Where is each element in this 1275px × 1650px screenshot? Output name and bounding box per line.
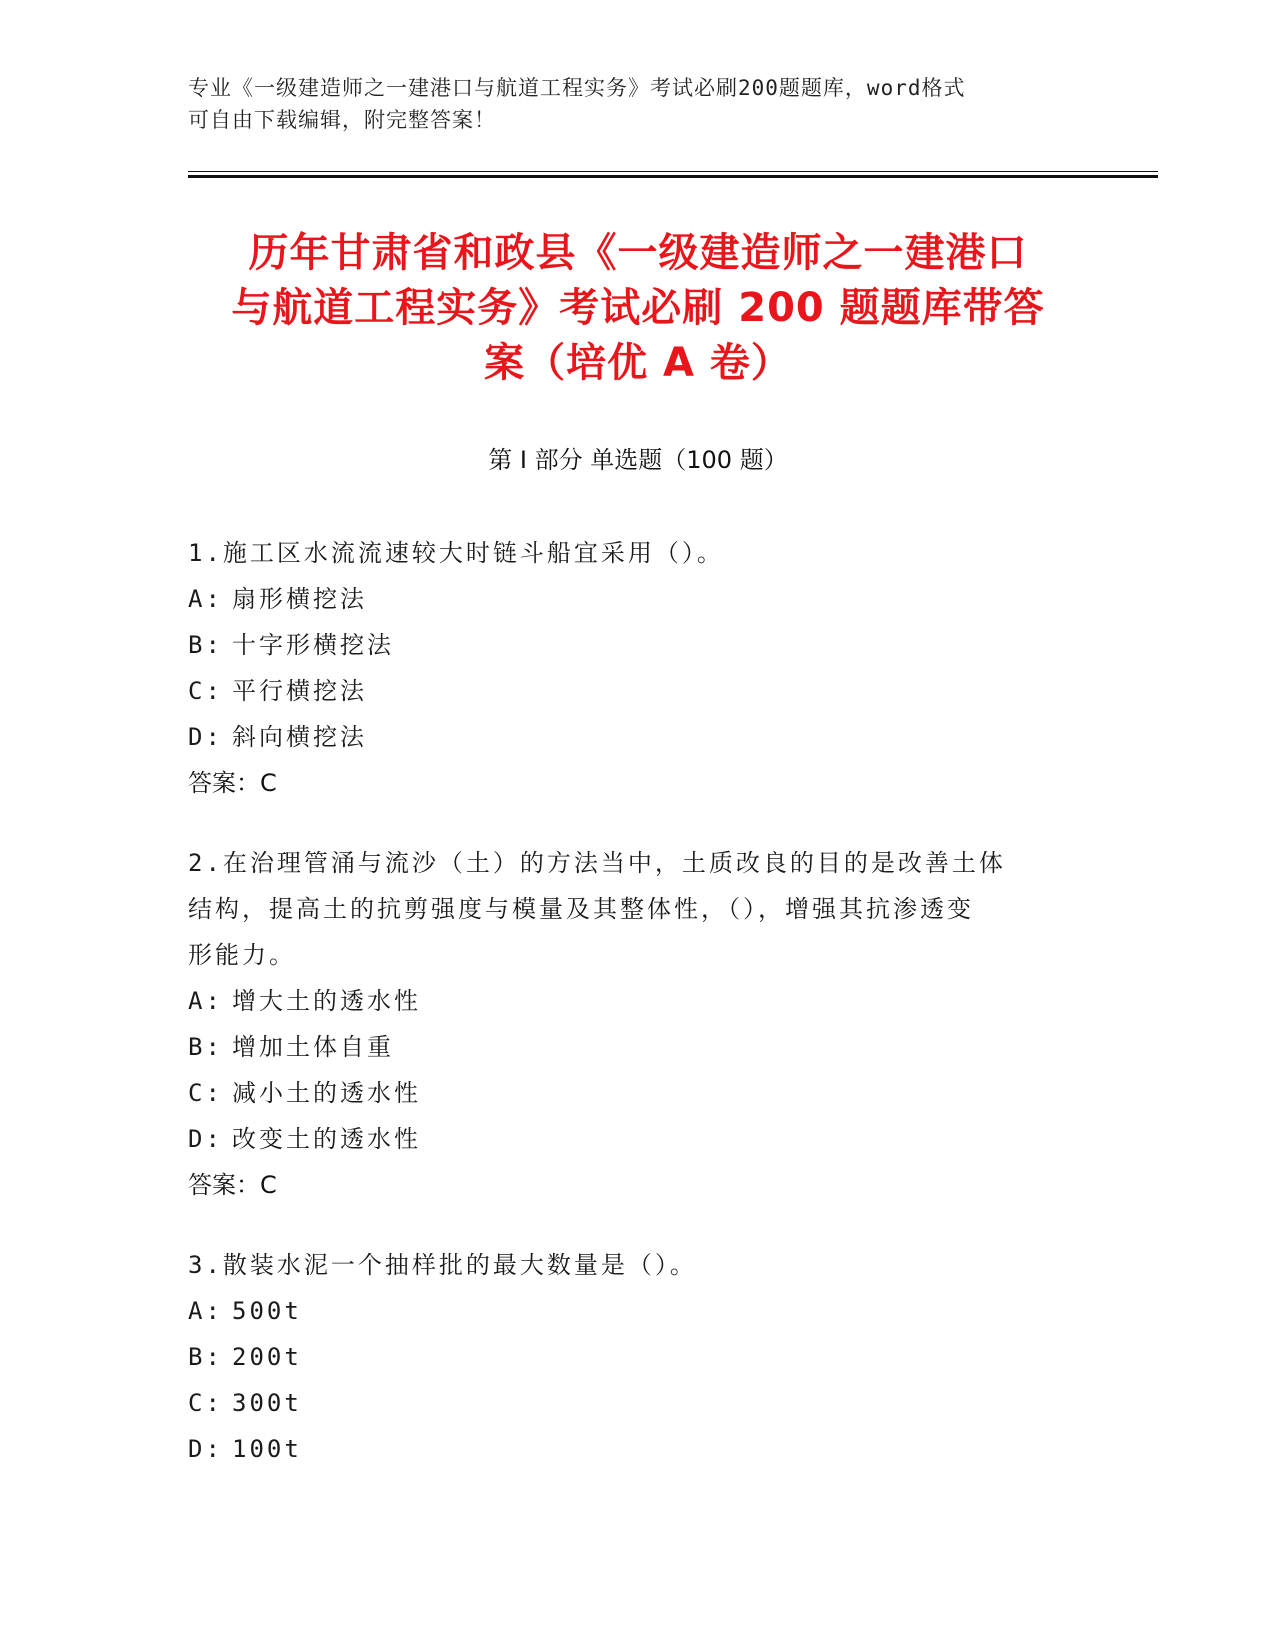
option-text: 增加土体自重 [232,1033,394,1061]
option-b [188,1024,1068,1070]
option-d [188,714,1068,760]
option-c [188,1380,1068,1426]
option-key: B: [188,1343,223,1371]
document-title [188,226,1088,391]
option-a [188,576,1068,622]
option-text: 100t [232,1435,302,1463]
option-a [188,978,1068,1024]
option-text: 改变土的透水性 [232,1125,421,1153]
question-stem-line-3: 形能力。 [188,941,296,969]
option-key: C: [188,677,223,705]
option-key: A: [188,1297,223,1325]
question-2 [188,840,1068,1208]
option-text: 扇形横挖法 [232,585,367,613]
question-stem: 1.施工区水流流速较大时链斗船宜采用（）。 [188,539,724,567]
option-key: C: [188,1389,223,1417]
option-key: B: [188,1033,223,1061]
question-1 [188,530,1068,806]
option-d [188,1116,1068,1162]
document-title-line-2: 与航道工程实务》考试必刷 200 题题库带答 [231,285,1045,331]
question-list [188,530,1068,1506]
option-key: D: [188,723,223,751]
option-b [188,1334,1068,1380]
question-stem-line-1: 2.在治理管涌与流沙（土）的方法当中，土质改良的目的是改善土体 [188,849,1006,877]
answer-label: 答案：C [188,1171,277,1199]
option-key: B: [188,631,223,659]
option-key: A: [188,987,223,1015]
option-text: 200t [232,1343,302,1371]
option-text: 增大土的透水性 [232,987,421,1015]
option-c [188,1070,1068,1116]
option-d [188,1426,1068,1472]
section-title: 第 I 部分 单选题（100 题） [488,446,788,474]
option-text: 十字形横挖法 [232,631,394,659]
option-text: 500t [232,1297,302,1325]
option-text: 减小土的透水性 [232,1079,421,1107]
option-a [188,1288,1068,1334]
option-c [188,668,1068,714]
option-key: C: [188,1079,223,1107]
question-3 [188,1242,1068,1472]
document-title-line-1: 历年甘肃省和政县《一级建造师之一建港口 [248,230,1028,276]
option-text: 300t [232,1389,302,1417]
option-key: D: [188,1125,223,1153]
header-note-line-1: 专业《一级建造师之一建港口与航道工程实务》考试必刷200题题库，word格式 [188,76,966,100]
option-key: A: [188,585,223,613]
option-key: D: [188,1435,223,1463]
header-note [188,72,1068,136]
question-stem: 3.散装水泥一个抽样批的最大数量是（）。 [188,1251,697,1279]
header-rule-thin [188,171,1158,172]
option-text: 斜向横挖法 [232,723,367,751]
option-text: 平行横挖法 [232,677,367,705]
option-b [188,622,1068,668]
answer-label: 答案：C [188,769,277,797]
header-note-line-2: 可自由下载编辑，附完整答案！ [188,108,496,132]
question-stem-line-2: 结构，提高土的抗剪强度与模量及其整体性，（），增强其抗渗透变 [188,895,974,923]
document-title-line-3: 案（培优 A 卷） [484,340,792,386]
header-rule-thick [188,175,1158,178]
